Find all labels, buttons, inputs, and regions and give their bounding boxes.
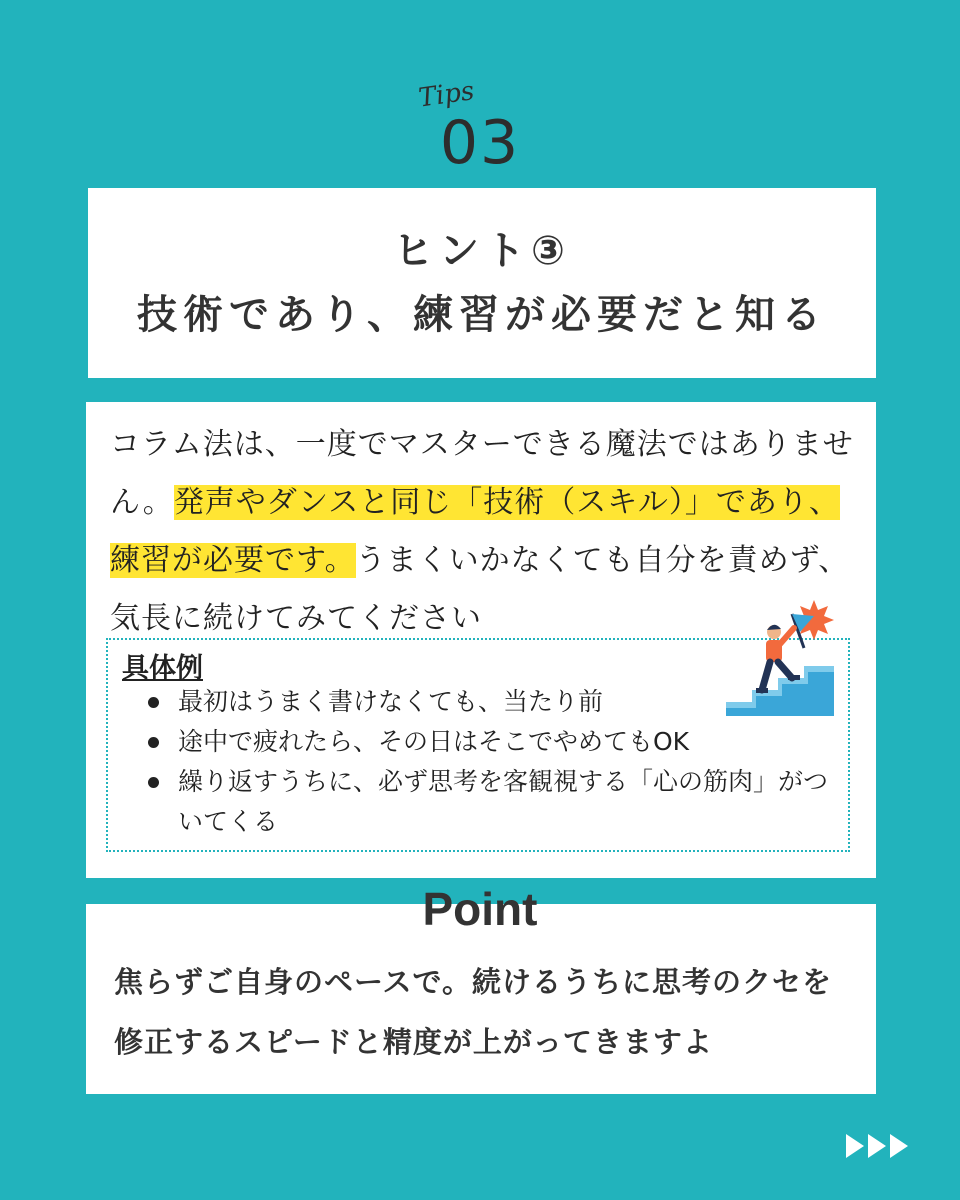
point-label: Point (422, 883, 538, 935)
list-item (148, 762, 838, 842)
point-text: 焦らずご自身のペースで。続けるうちに思考のクセを修正するスピードと精度が上がってきますよ (114, 965, 832, 1059)
bullet-icon (148, 737, 159, 748)
bullet-icon (148, 697, 159, 708)
paragraph-highlight: 発声やダンスと同じ「技術（スキル）」であり、練習が必要です。 (110, 485, 840, 578)
list-item (148, 722, 838, 762)
example-heading: 具体例 (122, 653, 203, 684)
paragraph-part-2: うまくいかなくても自分を責めず、気長に続けてみてください (110, 543, 850, 636)
list-item-text: 繰り返すうちに、必ず思考を客観視する「心の筋肉」がついてくる (178, 767, 829, 836)
title-line-2: 技術であり、練習が必要だと知る (137, 292, 827, 338)
tip-number: 03 (439, 108, 521, 178)
paragraph-part-1: コラム法は、一度でマスターできる魔法ではありません。 (110, 427, 854, 520)
bullet-icon (148, 777, 159, 788)
list-item-text: 途中で疲れたら、その日はそこでやめてもOK (178, 727, 690, 756)
person-climbing-stairs-with-flag-illustration (722, 598, 838, 724)
title-card (88, 188, 876, 378)
body-card (86, 402, 876, 878)
svg-text:Tips: Tips (416, 76, 477, 114)
triple-arrow-next-icon[interactable] (846, 1130, 910, 1162)
list-item-text: 最初はうまく書けなくても、当たり前 (178, 687, 604, 716)
title-line-1: ヒント③ (393, 228, 571, 274)
